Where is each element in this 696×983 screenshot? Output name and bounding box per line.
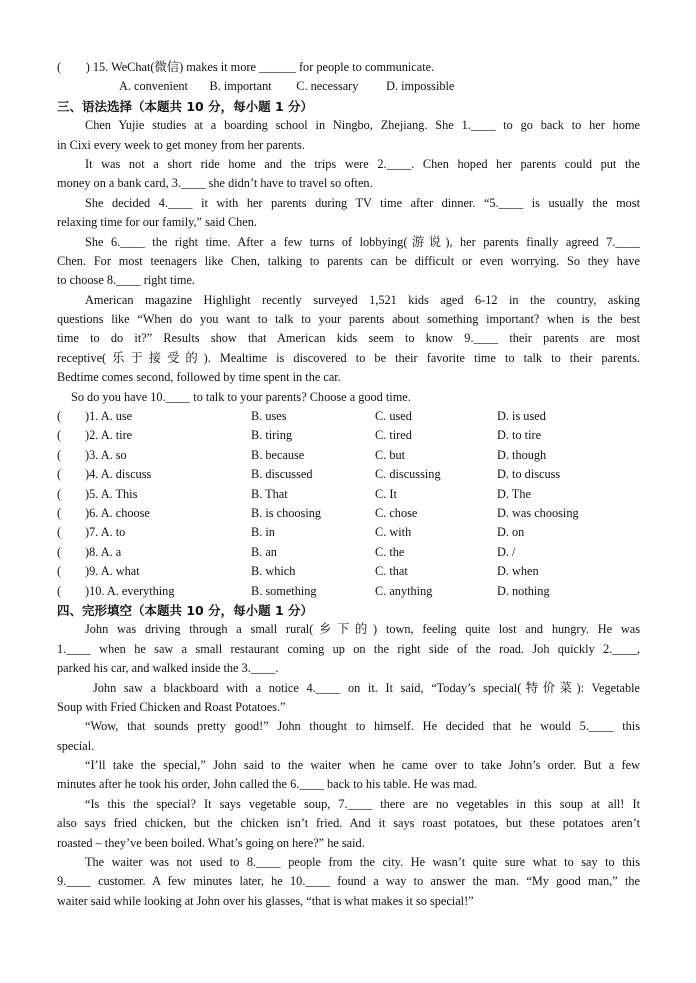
passage-line: The waiter was not used to 8.____ people from the city. He wasn’t quite sure what to say to this	[85, 855, 640, 870]
option-a: )8. A. a	[85, 544, 122, 559]
option-a: )6. A. choose	[85, 505, 150, 520]
option-b: B. is choosing	[251, 505, 322, 520]
answer-paren: (	[57, 486, 62, 501]
option-b: B. because	[251, 447, 305, 462]
section-3-heading: 三、语法选择（本题共 10 分，每小题 1 分）	[57, 98, 314, 114]
option-d: D. nothing	[497, 583, 550, 598]
option-a: )9. A. what	[85, 564, 140, 579]
passage-line: to choose 8.____ right time.	[57, 273, 195, 288]
option-d: D. was choosing	[497, 505, 579, 520]
option-a: )2. A. tire	[85, 428, 133, 443]
passage-line: Soup with Fried Chicken and Roast Potatoes.”	[57, 699, 286, 714]
option-c: C. that	[375, 564, 408, 579]
option-d: D. The	[497, 486, 531, 501]
option-row	[57, 523, 640, 542]
section-4-heading: 四、完形填空（本题共 10 分，每小题 1 分）	[57, 602, 314, 618]
passage-line: So do you have 10.____ to talk to your parents? Choose a good time.	[71, 389, 411, 404]
passage-line: American magazine Highlight recently surveyed 1,521 kids aged 6-12 in the country, asking	[85, 292, 640, 307]
option-row	[57, 562, 640, 581]
option-d: D. though	[497, 447, 547, 462]
option-a: )10. A. everything	[85, 583, 175, 598]
option-a: )4. A. discuss	[85, 467, 152, 482]
passage-line: “I’ll take the special,” John said to the waiter when he came over to take John’s order. But a few	[85, 758, 640, 773]
option-b: B. an	[251, 544, 277, 559]
option-d: D. is used	[497, 409, 546, 424]
option-row	[57, 504, 640, 523]
worksheet-page	[57, 58, 640, 911]
option-d: D. on	[497, 525, 525, 540]
answer-paren: (	[57, 505, 62, 520]
option-d: D. to discuss	[497, 467, 561, 482]
option-b: B. tiring	[251, 428, 292, 443]
passage-line: 1.____ when he saw a small restaurant coming up on the right side of the road. Joh quickly 2.____,	[57, 641, 640, 656]
option-row	[57, 543, 640, 562]
option-a: )5. A. This	[85, 486, 138, 501]
passage-line: receptive(乐于接受的). Mealtime is discovered to be their favorite time to talk to their parents.	[57, 350, 640, 365]
passage-line: in Cixi every week to get money from her parents.	[57, 137, 305, 152]
passage-line: special.	[57, 738, 95, 753]
option-row	[57, 426, 640, 445]
option-row	[57, 446, 640, 465]
option-c: C. used	[375, 409, 412, 424]
option-c: C. tired	[375, 428, 412, 443]
option-row	[57, 465, 640, 484]
option-b: B. discussed	[251, 467, 313, 482]
option-row	[57, 407, 640, 426]
option-a: )3. A. so	[85, 447, 127, 462]
answer-paren: (	[57, 409, 62, 424]
option-b: B. something	[251, 583, 317, 598]
passage-line: Chen. For most teenagers like Chen, talking to parents can be difficult or even worrying. So they have	[57, 253, 640, 268]
answer-paren: (	[57, 447, 62, 462]
section-4-passage	[57, 620, 640, 911]
question-15-options: A. convenient B. important C. necessary D. impossible	[119, 79, 455, 94]
option-c: C. but	[375, 447, 406, 462]
passage-line: minutes after he took his order, John called the 6.____ back to his table. He was mad.	[57, 777, 478, 792]
passage-line: She decided 4.____ it with her parents during TV time after dinner. “5.____ is usually the most	[85, 195, 640, 210]
option-c: C. anything	[375, 583, 433, 598]
option-b: B. uses	[251, 409, 287, 424]
answer-paren: (	[57, 564, 62, 579]
passage-line: also says fried chicken, but the chicken isn’t fried. And it says roast potatoes, but these potatoes aren’t	[57, 816, 640, 831]
question-15-stem: ( ) 15. WeChat(微信) makes it more ______ for people to communicate.	[57, 60, 435, 74]
option-a: )1. A. use	[85, 409, 133, 424]
answer-paren: (	[57, 467, 62, 482]
passage-line: 9.____ customer. A few minutes later, he 10.____ found a way to answer the man. “My good man,” the	[57, 874, 640, 889]
option-b: B. in	[251, 525, 275, 540]
passage-line: “Wow, that sounds pretty good!” John thought to himself. He decided that he would 5.____ this	[85, 719, 640, 734]
option-b: B. That	[251, 486, 288, 501]
passage-line: Bedtime comes second, followed by time spent in the car.	[57, 370, 341, 385]
option-b: B. which	[251, 564, 296, 579]
passage-line: John saw a blackboard with a notice 4.____ on it. It said, “Today’s special(特价菜): Vegetable	[93, 680, 640, 695]
answer-paren: (	[57, 428, 62, 443]
passage-line: time to do it?” Results show that American kids seem to know 9.____ their parents are most	[57, 331, 640, 346]
answer-paren: (	[57, 583, 62, 598]
option-d: D. to tire	[497, 428, 542, 443]
option-d: D. /	[497, 544, 516, 559]
answer-paren: (	[57, 544, 62, 559]
passage-line: It was not a short ride home and the trips were 2.____. Chen hoped her parents could put the	[85, 156, 640, 171]
passage-line: “Is this the special? It says vegetable soup, 7.____ there are no vegetables in this soup at all! It	[85, 796, 640, 811]
section-3-passage	[57, 116, 640, 407]
option-c: C. with	[375, 525, 412, 540]
option-a: )7. A. to	[85, 525, 126, 540]
option-d: D. when	[497, 564, 539, 579]
passage-line: money on a bank card, 3.____ she didn’t have to travel so often.	[57, 176, 373, 191]
passage-line: Chen Yujie studies at a boarding school in Ningbo, Zhejiang. She 1.____ to go back to her home	[85, 118, 640, 133]
passage-line: waiter said while looking at John over his glasses, “that is what makes it so special!”	[57, 893, 474, 908]
option-c: C. It	[375, 486, 397, 501]
option-row	[57, 582, 640, 601]
answer-paren: (	[57, 525, 62, 540]
option-c: C. discussing	[375, 467, 441, 482]
option-c: C. the	[375, 544, 405, 559]
section-3-options	[57, 407, 640, 601]
passage-line: parked his car, and walked inside the 3.____.	[57, 661, 279, 676]
passage-line: questions like “When do you want to talk to your parents about something important? when is the best	[57, 312, 640, 327]
passage-line: John was driving through a small rural(乡下的) town, feeling quite lost and hungry. He was	[85, 622, 640, 637]
option-c: C. chose	[375, 505, 418, 520]
passage-line: roasted – they’ve been boiled. What’s going on here?” he said.	[57, 835, 365, 850]
option-row	[57, 485, 640, 504]
passage-line: She 6.____ the right time. After a few turns of lobbying(游说), her parents finally agreed 7.____	[85, 234, 640, 249]
passage-line: relaxing time for our family,” said Chen.	[57, 215, 257, 230]
